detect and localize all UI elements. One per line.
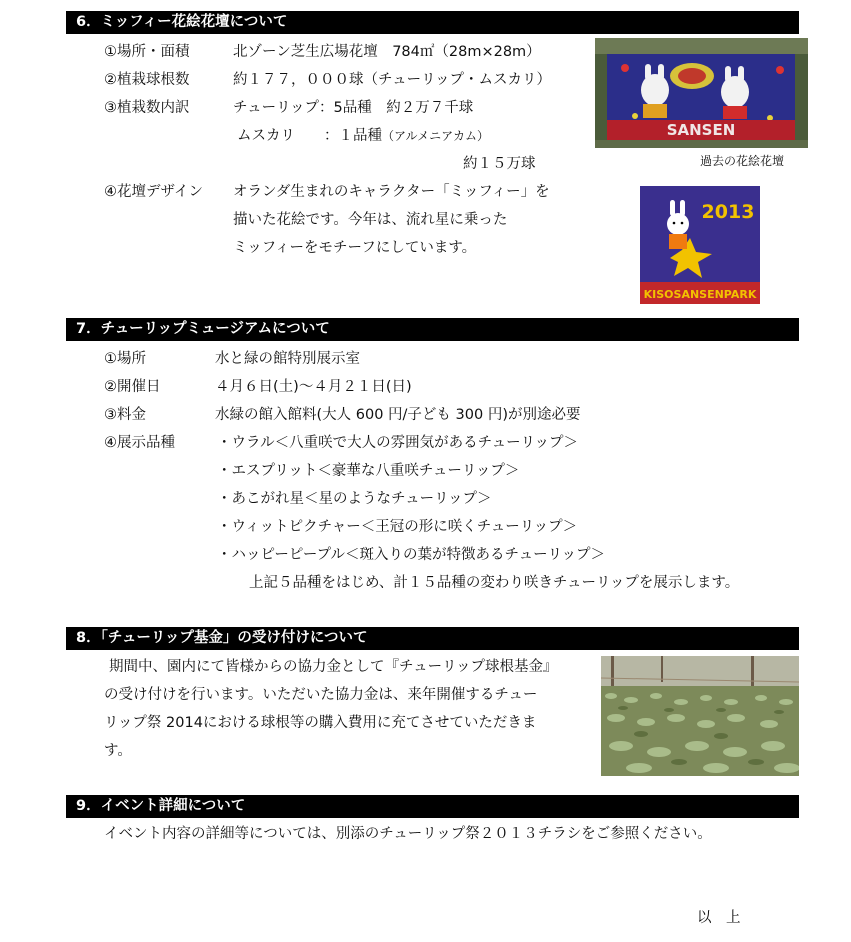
s8-line-4: す。 — [104, 743, 132, 759]
s6-breakdown-tulip: チューリップ：5品種 約２万７千球 — [233, 100, 474, 116]
s6-muscari-count: 約１５万球 — [463, 156, 536, 172]
s7-variety-item: ・エスプリット＜豪華な八重咲チューリップ＞ — [217, 463, 520, 479]
miffy-logo — [640, 186, 760, 304]
s7-place-value: 水と緑の館特別展示室 — [215, 351, 360, 367]
s7-date-label: ②開催日 — [104, 379, 161, 395]
tulip-field-photo — [601, 656, 799, 776]
s7-fee-value: 水緑の館入館料(大人 600 円/子ども 300 円)が別途必要 — [215, 407, 581, 423]
s7-variety-item: ・ハッピーピープル＜斑入りの葉が特徴あるチューリップ＞ — [217, 547, 606, 563]
section-8-heading: 8．「チューリップ基金」の受け付けについて — [66, 627, 799, 650]
flower-bed-caption: 過去の花絵花壇 — [700, 154, 785, 168]
s6-design-line-1: オランダ生まれのキャラクター「ミッフィー」を — [233, 184, 550, 200]
s8-line-3: リップ祭 2014における球根等の購入費用に充てさせていただきま — [104, 715, 537, 731]
s7-variety-label: ④展示品種 — [104, 435, 175, 451]
s7-date-value: ４月６日(土)～４月２１日(日) — [215, 379, 412, 395]
s7-summary: 上記５品種をはじめ、計１５品種の変わり咲きチューリップを展示します。 — [249, 575, 740, 591]
s8-line-2: の受け付けを行います。いただいた協力金は、来年開催するチュー — [104, 687, 538, 703]
section-6-heading: 6．ミッフィー花絵花壇について — [66, 11, 799, 34]
s6-breakdown-label: ③植栽数内訳 — [104, 100, 190, 116]
flower-bed-photo-text: SANSEN — [666, 121, 736, 139]
s7-variety-item: ・あこがれ星＜星のようなチューリップ＞ — [217, 491, 492, 507]
s7-variety-item: ・ウラル＜八重咲で大人の雰囲気があるチューリップ＞ — [217, 435, 579, 451]
s6-location-value: 北ゾーン芝生広場花壇 784㎡（28m×28m） — [233, 44, 541, 60]
s7-place-label: ①場所 — [104, 351, 146, 367]
s7-fee-label: ③料金 — [104, 407, 146, 423]
s8-line-1: 期間中、園内にて皆様からの協力金として『チューリップ球根基金』 — [109, 659, 558, 675]
miffy-logo-year: 2013 — [701, 201, 755, 223]
flower-bed-photo — [595, 38, 808, 148]
s6-design-line-3: ミッフィーをモチーフにしています。 — [233, 240, 477, 256]
s6-design-line-2: 描いた花絵です。今年は、流れ星に乗った — [233, 212, 508, 228]
s6-breakdown-muscari: ムスカリ ：１品種（アルメニアカム） — [237, 128, 490, 144]
s9-text: イベント内容の詳細等については、別添のチューリップ祭２０１３チラシをご参照ください。 — [104, 826, 712, 842]
s6-design-label: ④花壇デザイン — [104, 184, 203, 200]
section-7-heading: 7．チューリップミュージアムについて — [66, 318, 799, 341]
s6-bulbs-value: 約１７７，０００球（チューリップ・ムスカリ） — [233, 72, 551, 88]
s6-location-label: ①場所・面積 — [104, 44, 190, 60]
s7-variety-item: ・ウィットピクチャー＜王冠の形に咲くチューリップ＞ — [217, 519, 578, 535]
miffy-logo-banner: KISOSANSENPARK — [643, 288, 757, 301]
closing-text: 以 上 — [697, 910, 741, 926]
s6-bulbs-label: ②植栽球根数 — [104, 72, 190, 88]
section-9-heading: 9．イベント詳細について — [66, 795, 799, 818]
